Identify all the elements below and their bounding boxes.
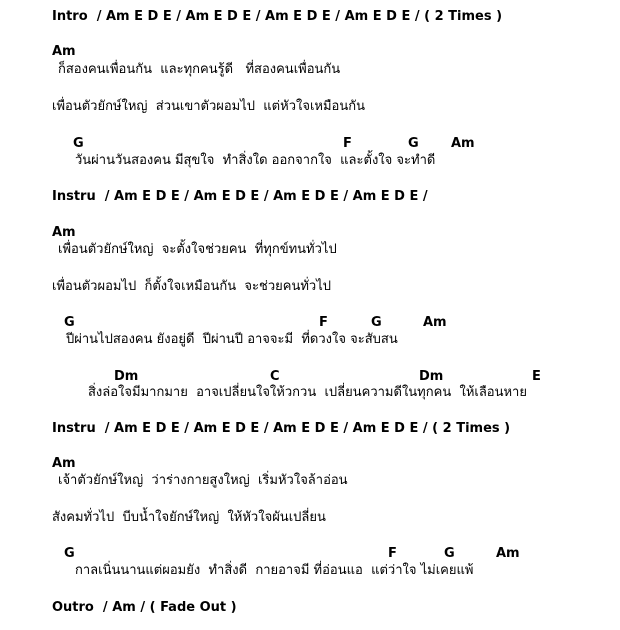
chord-label: Am [423, 315, 447, 330]
instru1-line: Instru / Am E D E / Am E D E / Am E D E / Am E D E / [52, 189, 428, 204]
verse3-chord: Am [52, 456, 76, 471]
instru2-line: Instru / Am E D E / Am E D E / Am E D E / Am E D E / ( 2 Times ) [52, 421, 511, 436]
chord-label: F [319, 315, 328, 330]
verse2-line2: เพื่อนตัวผอมไป ก็ตั้งใจเหมือนกัน จะช่วยคนทั่วไป [52, 279, 332, 294]
verse2-chord: Am [52, 225, 76, 240]
chord-label: Dm [419, 369, 444, 384]
chord-label: Am [496, 546, 520, 561]
chord-label: G [371, 315, 382, 330]
chord-label: G [408, 136, 419, 151]
chord-label: F [343, 136, 352, 151]
verse3-line2: สังคมทั่วไป บีบน้ำใจยักษ์ใหญ่ ให้หัวใจผันเปลี่ยน [52, 510, 326, 525]
verse2-line3: ปีผ่านไปสองคน ยังอยู่ดี ปีผ่านปี อาจจะมี ที่ดวงใจ จะสับสน [66, 332, 398, 347]
chord-label: G [64, 315, 75, 330]
intro-line: Intro / Am E D E / Am E D E / Am E D E / Am E D E / ( 2 Times ) [52, 9, 503, 24]
verse1-line2: เพื่อนตัวยักษ์ใหญ่ ส่วนเขาตัวผอมไป แต่หัวใจเหมือนกัน [52, 99, 365, 114]
verse1-line3: วันผ่านวันสองคน มีสุขใจ ทำสิ่งใด ออกจากใจ และตั้งใจ จะทำดี [75, 153, 436, 168]
verse2-line1: เพื่อนตัวยักษ์ใหญ่ จะตั้งใจช่วยคน ที่ทุกข์ทนทั่วไป [58, 242, 337, 257]
verse3-line3: กาลเนิ่นนานแต่ผอมยัง ทำสิ่งดี กายอาจมี ที่อ่อนแอ แต่ว่าใจ ไม่เคยแพ้ [75, 563, 474, 578]
verse3-line1: เจ้าตัวยักษ์ใหญ่ ว่าร่างกายสูงใหญ่ เริ่มหัวใจล้าอ่อน [58, 473, 348, 488]
chord-label: G [64, 546, 75, 561]
outro-line: Outro / Am / ( Fade Out ) [52, 600, 237, 615]
chord-label: F [388, 546, 397, 561]
chord-label: G [73, 136, 84, 151]
verse1-chord: Am [52, 44, 76, 59]
chord-label: Dm [114, 369, 139, 384]
chord-label: Am [451, 136, 475, 151]
chord-label: E [532, 369, 541, 384]
verse1-line1: ก็สองคนเพื่อนกัน และทุกคนรู้ดี ที่สองคนเพื่อนกัน [58, 62, 341, 77]
chord-label: G [444, 546, 455, 561]
verse2-line4: สิ่งล่อใจมีมากมาย อาจเปลี่ยนใจให้วกวน เปลี่ยนความดีในทุกคน ให้เลือนหาย [88, 385, 527, 400]
chord-label: C [270, 369, 280, 384]
